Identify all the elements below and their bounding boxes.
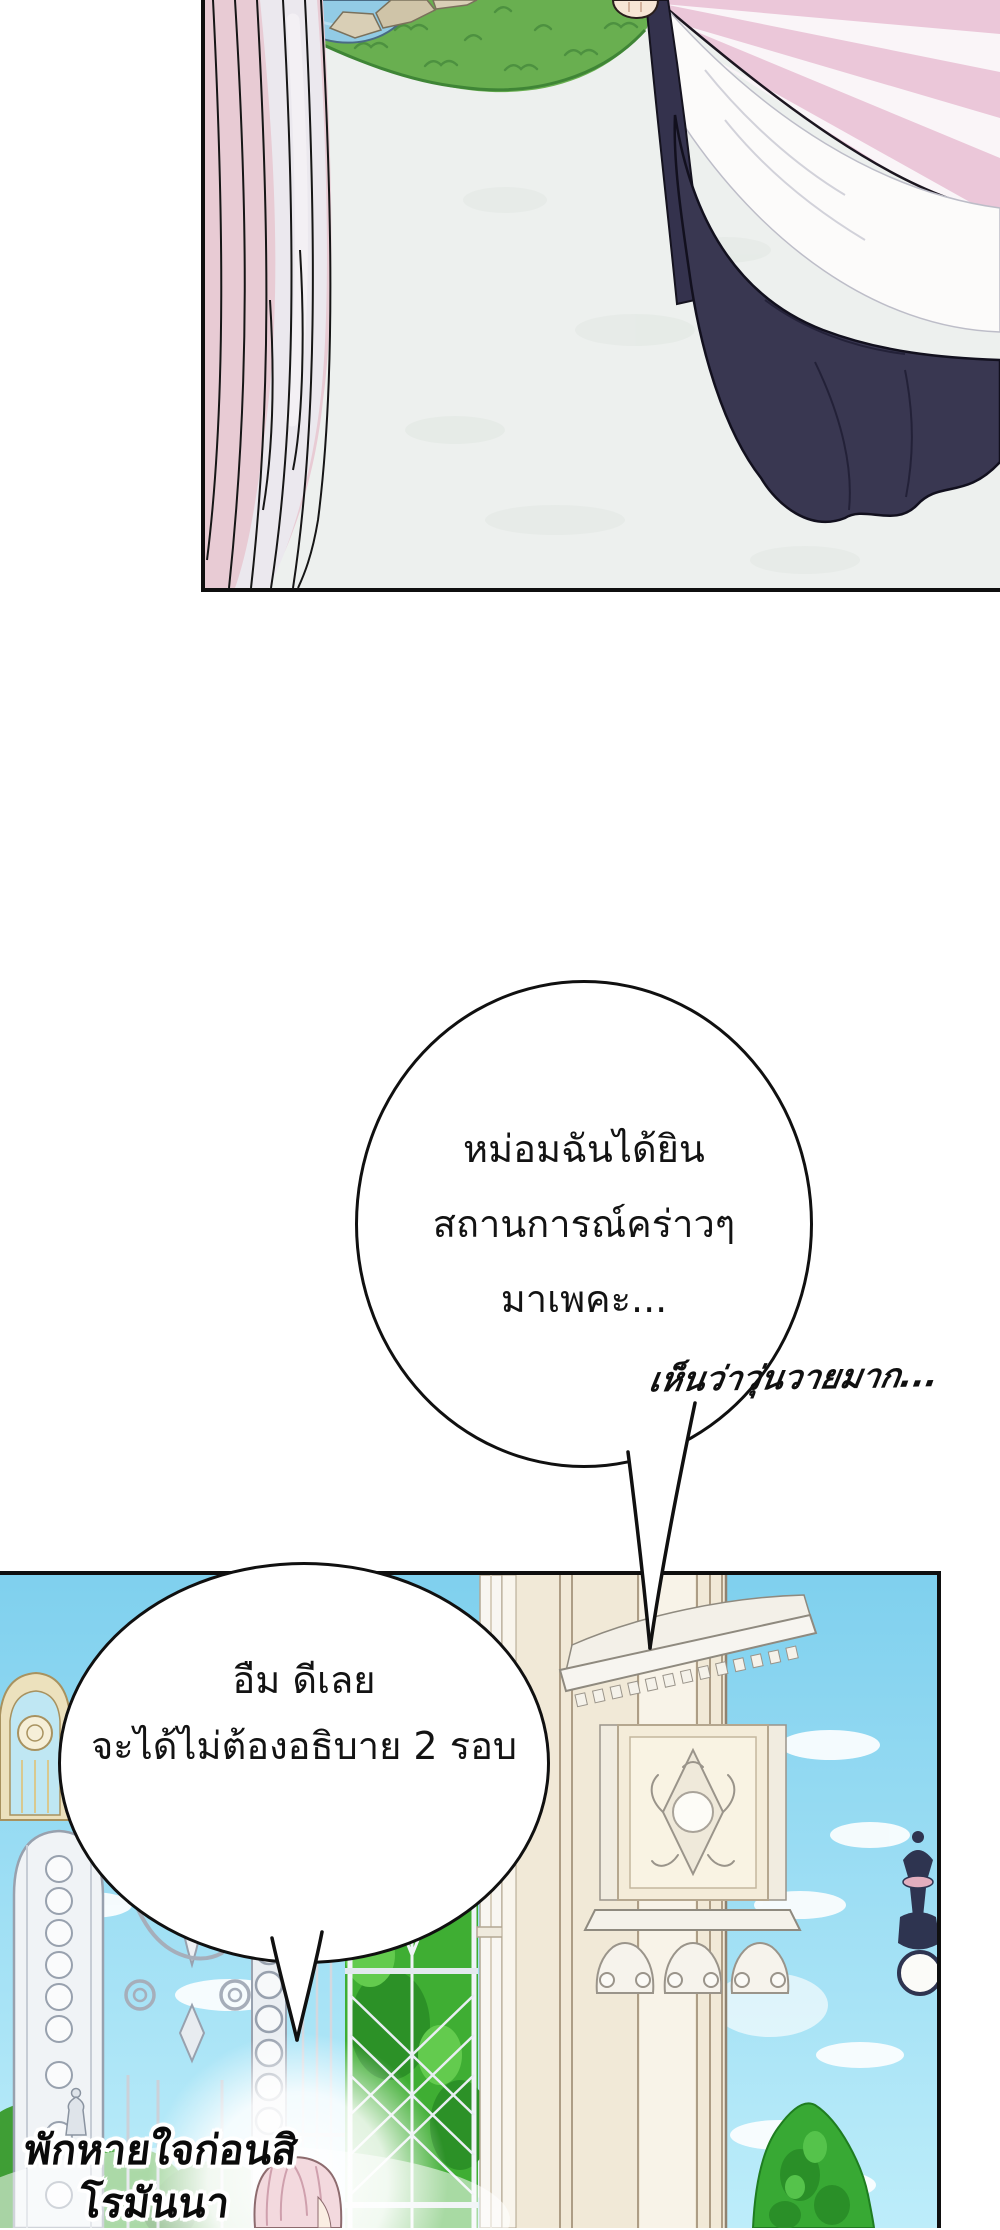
caption-line: โรมันนา	[76, 2179, 233, 2227]
bubble-1-line: มาเพคะ...	[500, 1276, 668, 1321]
garden-path-illustration	[205, 0, 1000, 588]
aside-note: เห็นว่าวุ่นวายมาก...	[646, 1355, 942, 1400]
bubble-1-line: หม่อมฉันได้ยิน	[463, 1126, 705, 1171]
caption-note	[0, 2124, 322, 2230]
top-panel	[201, 0, 1000, 592]
caption-line: พักหายใจก่อนสิ	[21, 2126, 300, 2174]
speech-bubble-1-tail	[600, 1395, 720, 1655]
bubble-1-line: สถานการณ์คร่าวๆ	[432, 1201, 736, 1246]
speech-bubble-2-text	[91, 1647, 517, 1779]
bubble-2-line: อืม ดีเลย	[232, 1658, 376, 1702]
column-capitals	[597, 1943, 789, 1993]
speech-bubble-1-text	[433, 1112, 735, 1337]
speech-bubble-2-tail	[250, 1900, 350, 2050]
bubble-2-line: จะได้ไม่ต้องอธิบาย 2 รอบ	[90, 1724, 518, 1768]
